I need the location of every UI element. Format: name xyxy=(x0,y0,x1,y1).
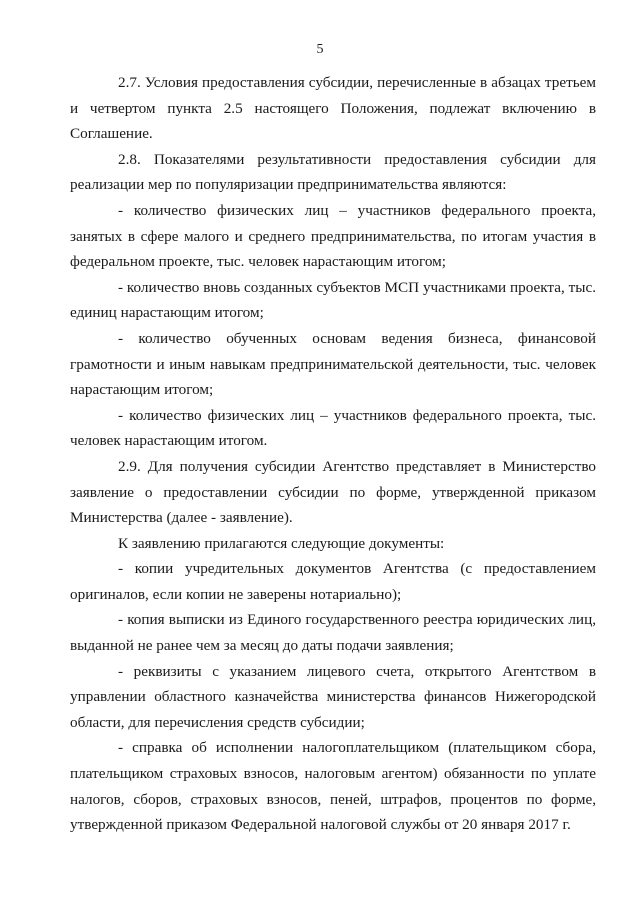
paragraph-2-8: 2.8. Показателями результативности предоставления субсидии для реализации мер по популяризации предпринимательства являются: xyxy=(70,150,596,194)
paragraph-2-7: 2.7. Условия предоставления субсидии, перечисленные в абзацах третьем и четвертом пункта 2.5 настоящего Положения, подлежат включению в Соглашение. xyxy=(70,74,596,143)
paragraph-2-9: 2.9. Для получения субсидии Агентство представляет в Министерство заявление о предоставлении субсидии по форме, утвержденной приказом Министерства (далее - заявление). xyxy=(70,457,596,527)
list-item: - количество физических лиц – участников федерального проекта, тыс. человек нарастающим итогом. xyxy=(70,406,596,450)
list-item: - справка об исполнении налогоплательщиком (плательщиком сбора, плательщиком страховых взносов, налоговым агентом) обязанности по уплате налогов, сборов, страховых взносов, пеней, штрафов, процентов по форме, утвержденной приказом Федеральной налоговой службы от 20 января 2017 г. xyxy=(70,739,596,834)
list-item: - количество вновь созданных субъектов МСП участниками проекта, тыс. единиц нарастающим итогом; xyxy=(70,278,596,322)
document-body xyxy=(70,70,596,838)
list-item: - копии учредительных документов Агентства (с предоставлением оригиналов, если копии не заверены нотариально); xyxy=(70,560,596,603)
page-number: 5 xyxy=(316,42,324,57)
list-item: - реквизиты с указанием лицевого счета, открытого Агентством в управлении областного казначейства министерства финансов Нижегородской области, для перечисления средств субсидии; xyxy=(70,662,596,731)
documents-intro-paragraph: К заявлению прилагаются следующие документы: xyxy=(118,534,445,552)
list-item: - копия выписки из Единого государственного реестра юридических лиц, выданной не ранее чем за месяц до даты подачи заявления; xyxy=(70,611,596,655)
list-item: - количество обученных основам ведения бизнеса, финансовой грамотности и иным навыкам предпринимательской деятельности, тыс. человек нарастающим итогом; xyxy=(70,329,596,399)
list-item: - количество физических лиц – участников федерального проекта, занятых в сфере малого и среднего предпринимательства, по итогам участия в федеральном проекте, тыс. человек нарастающим итогом; xyxy=(70,201,596,271)
